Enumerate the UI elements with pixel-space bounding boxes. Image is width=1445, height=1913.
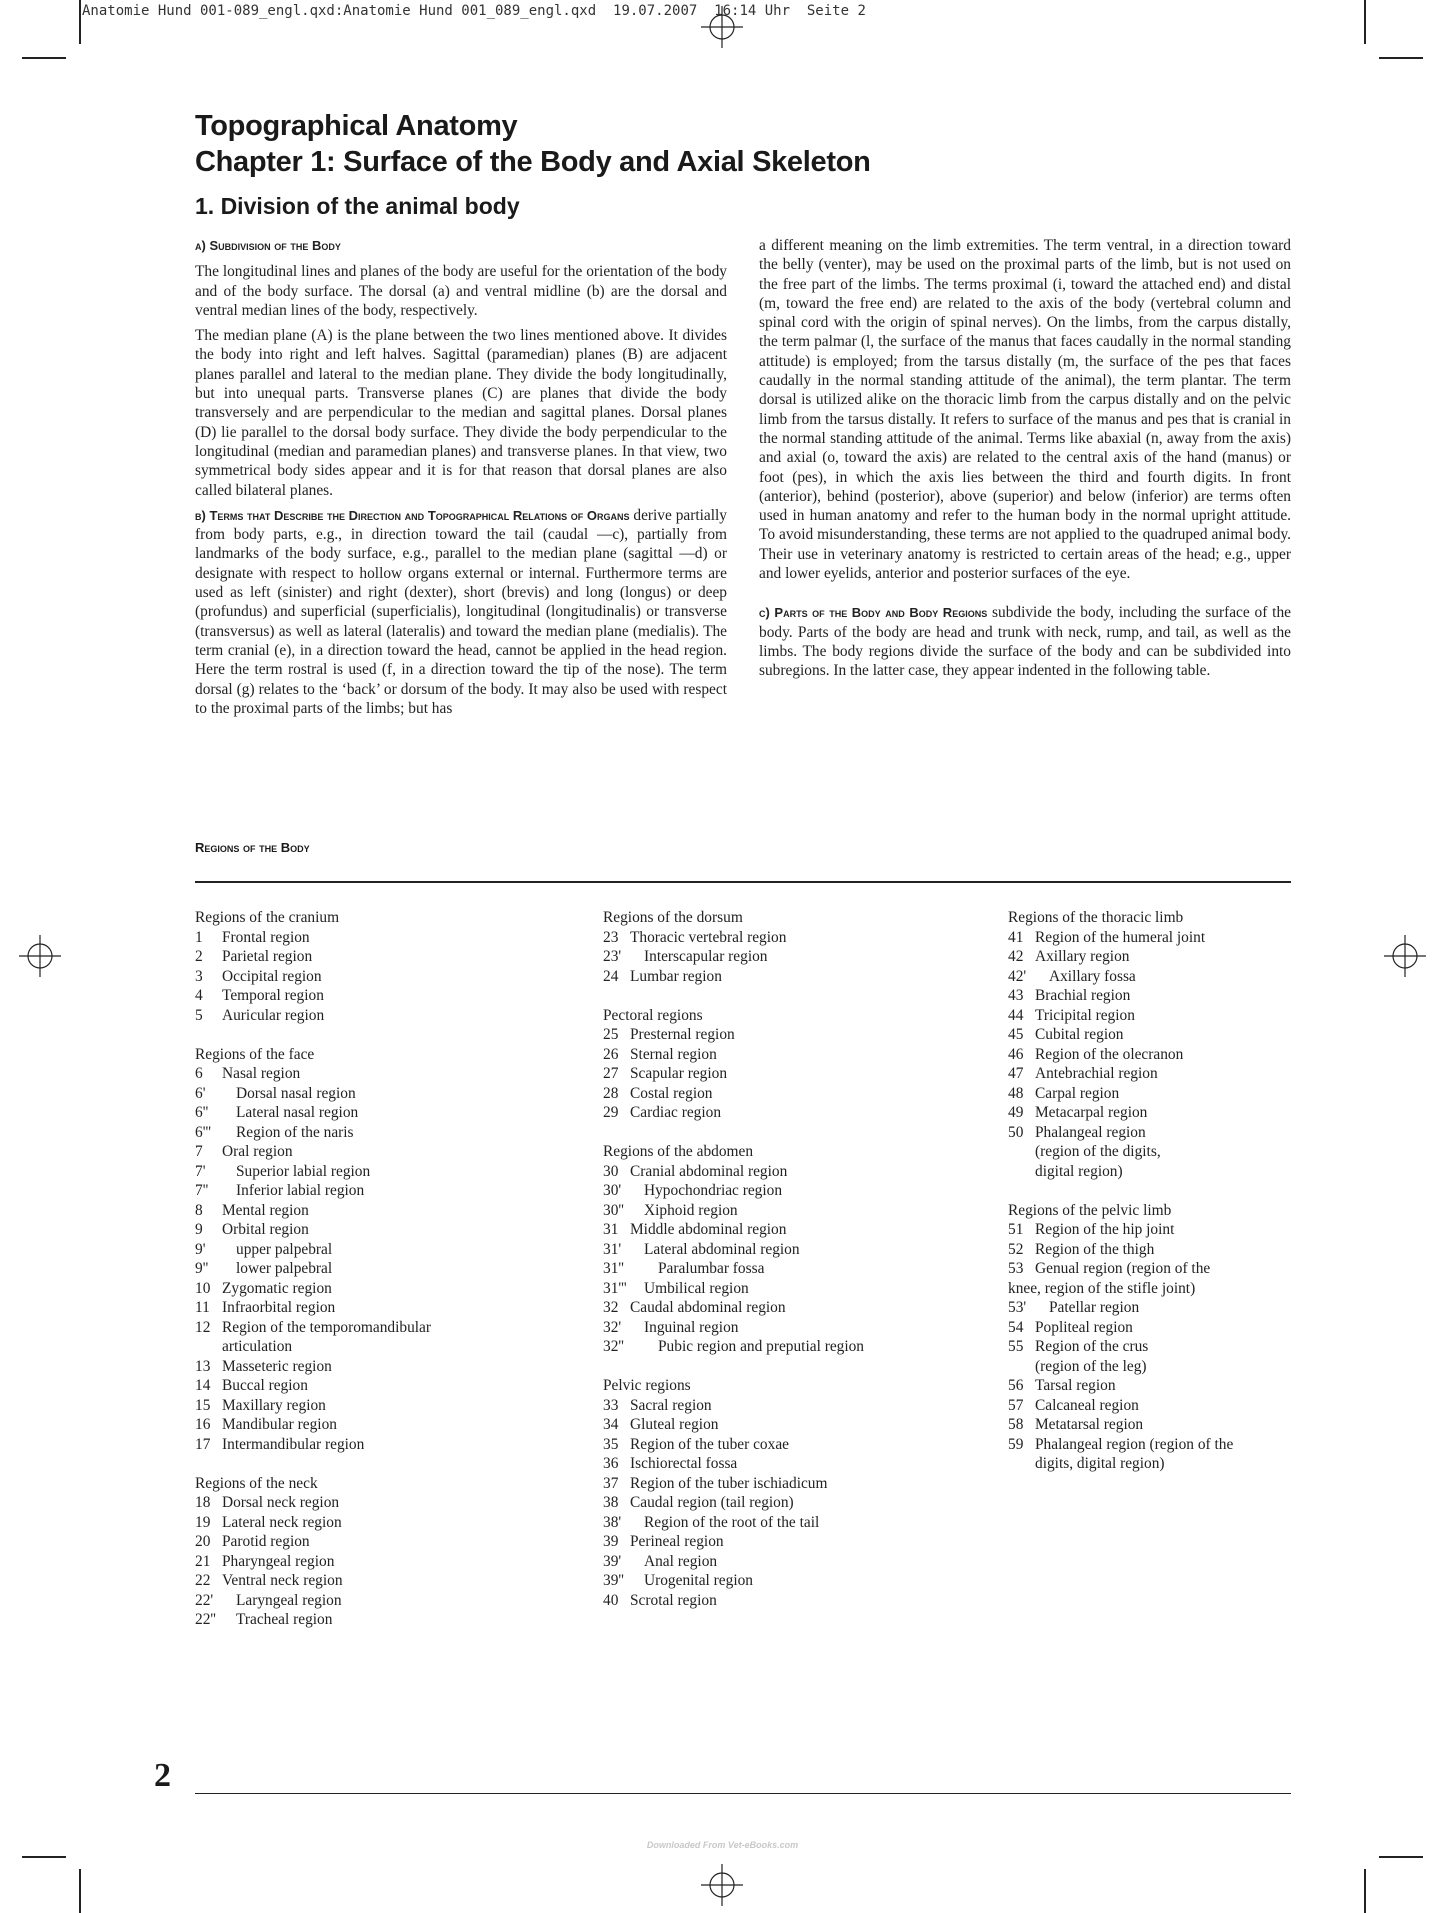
region-item [195,1415,585,1435]
region-label: Region of the thigh [1035,1240,1155,1258]
region-item [603,1435,993,1455]
region-label: Lumbar region [630,967,722,985]
region-number: 12 [195,1318,211,1336]
region-item [603,1259,993,1279]
text-column-left [195,236,727,724]
region-item [1008,1220,1308,1240]
region-label: Dorsal nasal region [236,1084,356,1102]
region-item [603,1474,993,1494]
page-number: 2 [154,1757,171,1794]
region-number: 35 [603,1435,619,1453]
region-item [603,1064,993,1084]
region-number: 24 [603,967,619,985]
region-group-title: Regions of the dorsum [603,909,743,926]
region-label: Nasal region [222,1065,301,1082]
region-item [1008,1103,1308,1123]
region-label: Presternal region [630,1026,735,1043]
region-label: Region of the olecranon [1035,1045,1184,1063]
region-item [1008,1415,1308,1435]
region-item [195,1006,585,1026]
registration-mark-top [701,6,743,48]
region-label: Axillary region [1035,948,1130,965]
region-number: 30'' [603,1201,624,1219]
region-label: Popliteal region [1035,1318,1133,1336]
region-item [195,1513,585,1533]
region-label: Ventral neck region [222,1572,343,1589]
para-c-heading: c) Parts of the Body and Body Regions [759,605,988,621]
region-item [1008,1045,1308,1065]
region-number: 39' [603,1552,622,1570]
region-item [603,1045,993,1065]
region-group [1008,908,1308,1181]
region-item [603,1298,993,1318]
region-label: Phalangeal region [1035,1123,1146,1141]
download-watermark: Downloaded From Vet-eBooks.com [646,1840,799,1850]
region-label: Carpal region [1035,1084,1120,1102]
region-item [603,1337,993,1357]
region-label: Infraorbital region [222,1299,336,1316]
registration-mark-left [19,935,61,977]
region-label: Umbilical region [644,1279,749,1297]
region-item [195,1532,585,1552]
region-label: Pharyngeal region [222,1552,335,1570]
region-group-title: Pectoral regions [603,1006,703,1024]
region-number: 42' [1008,967,1027,985]
region-item [603,1201,993,1221]
region-item [1008,986,1308,1006]
region-item [1008,1240,1308,1260]
region-label: Masseteric region [222,1357,332,1375]
region-item [1008,1396,1308,1416]
text-column-right [759,236,1291,687]
region-item [195,1318,585,1338]
region-label: upper palpebral [236,1240,333,1258]
region-label: Thoracic vertebral region [630,928,787,946]
region-item [1008,1084,1308,1104]
region-item [195,1259,585,1279]
region-item [195,1240,585,1260]
region-label: Scrotal region [630,1591,717,1609]
region-item [195,1123,585,1143]
region-number: 30' [603,1182,622,1199]
region-group [195,1045,585,1455]
region-number: 33 [603,1396,619,1414]
region-item [195,1591,585,1611]
region-label: Lateral abdominal region [644,1240,800,1258]
region-number: 27 [603,1065,619,1082]
region-item [603,1415,993,1435]
region-label: Region of the humeral joint [1035,928,1206,946]
region-label: Calcaneal region [1035,1396,1139,1414]
region-number: 21 [195,1552,211,1570]
region-number: 9 [195,1221,203,1238]
region-item [195,1220,585,1240]
region-number: 40 [603,1591,619,1609]
region-item [603,1181,993,1201]
region-item [1008,1298,1308,1318]
region-label-continued: (region of the digits, [1035,1143,1161,1160]
region-group-title: Regions of the face [195,1045,315,1063]
region-number: 13 [195,1357,211,1375]
region-label-continued: (region of the leg) [1035,1357,1147,1375]
region-label: Intermandibular region [222,1435,365,1453]
region-group [603,1006,993,1123]
region-group-title: Regions of the pelvic limb [1008,1201,1172,1219]
region-label: Mental region [222,1201,309,1219]
region-group [1008,1201,1308,1474]
region-number: 22' [195,1591,214,1609]
region-item [1008,1064,1308,1084]
region-number: 32' [603,1318,622,1336]
region-number: 10 [195,1279,211,1297]
region-label-continued: articulation [222,1338,293,1355]
region-label: Orbital region [222,1221,309,1238]
region-number: 57 [1008,1396,1024,1414]
regions-table-title: Regions of the Body [195,840,310,855]
para-a-1: The longitudinal lines and planes of the body are useful for the orientation of the body and of the body surface. The dorsal (a) and ventral midline (b) are the dorsal and ventral median lines of the body, respectively. [195,263,727,319]
region-label: Region of the crus [1035,1338,1149,1355]
region-group [603,1142,993,1357]
region-item [603,1103,993,1123]
region-group-title: Pelvic regions [603,1377,691,1394]
region-item [195,1357,585,1377]
region-item [195,1493,585,1513]
para-b-heading: b) Terms that Describe the Direction and Topographical Relations of Organs [195,507,630,523]
region-item [1008,1376,1308,1396]
region-item [195,1162,585,1182]
region-number: 39 [603,1533,619,1550]
region-label: Oral region [222,1143,293,1160]
registration-mark-bottom [701,1864,743,1906]
region-number: 6 [195,1065,203,1082]
region-number: 22 [195,1572,211,1589]
region-number: 25 [603,1026,619,1043]
para-c [759,603,1291,680]
regions-column-2 [603,908,993,1630]
region-number: 56 [1008,1377,1024,1394]
region-group-title: Regions of the thoracic limb [1008,909,1184,926]
region-number: 29 [603,1104,619,1121]
region-number: 7' [195,1162,206,1180]
region-item [1008,928,1308,948]
region-item [195,1298,585,1318]
region-number: 20 [195,1533,211,1550]
region-item [1008,1337,1308,1357]
region-item [603,1552,993,1572]
region-number: 50 [1008,1123,1024,1141]
region-number: 54 [1008,1318,1024,1336]
region-number: 32'' [603,1338,624,1355]
para-b-continued: a different meaning on the limb extremities. The term ventral, in a direction toward the belly (venter), may be used on the proximal parts of the limb, but is not used on the free part of the limbs. The terms proximal (i, toward the attached end) and distal (m, toward the free end) are related to the axis of the body (vertebral column and spinal cord with the origin of spinal nerves). On the limbs, from the carpus distally, the term palmar (l, the surface of the manus that faces caudally in the normal standing attitude) is employed; from the tarsus distally (m, the surface of the pes that faces caudally in the normal standing attitude of the animal), the term plantar. The term dorsal is utilized alike on the thoracic limb from the carpus distally and on the pelvic limb from the tarsus distally. It refers to surface of the manus and pes that is cranial in the normal standing attitude of the animal. Terms like abaxial (n, away from the axis) and axial (o, toward the axis) are related to the central axis of the hand (manus) or foot (pes), in which the axis lies between the third and fourth digits. In front (anterior), behind (posterior), above (superior) and below (inferior) are terms often used in human anatomy and refer to the human body in the normal upright attitude. To avoid misunderstanding, these terms are not applied to the quadruped animal body. Their use in veterinary anatomy is restricted to certain areas of the head; e.g., upper and lower eyelids, anterior and posterior surfaces of the eye. [759,237,1291,583]
region-item [603,1240,993,1260]
region-item [1008,947,1308,967]
region-label: Anal region [644,1552,718,1570]
region-number: 6''' [195,1123,212,1141]
region-item [603,1396,993,1416]
region-item [195,1064,585,1084]
region-label: Interscapular region [644,948,768,965]
region-label: Dorsal neck region [222,1494,340,1511]
region-number: 31 [603,1221,619,1238]
region-label: Caudal region (tail region) [630,1494,794,1511]
region-number: 15 [195,1396,211,1414]
chapter-title [195,108,871,180]
region-label: Ischiorectal fossa [630,1455,738,1472]
region-item [195,1279,585,1299]
region-item [195,1571,585,1591]
region-number: 58 [1008,1416,1024,1433]
regions-column-1 [195,908,585,1649]
region-label: Maxillary region [222,1396,326,1414]
region-item [195,1376,585,1396]
region-label: Temporal region [222,987,324,1004]
region-group [195,1474,585,1630]
para-b [195,506,727,718]
region-label: Occipital region [222,967,322,985]
region-item [195,1084,585,1104]
para-b-text: derive partially from body parts, e.g., in direction toward the tail (caudal —c), partially from landmarks of the body surface, e.g., parallel to the median plane (sagittal —d) or designate with respect to hollow organs external or internal. Furthermore terms are used as left (sinister) and right (dexter), short (brevis) and long (longus) or deep (profundus) and superficial (superficialis), longitudinal (longitudinalis) or transverse (transversus) as well as lateral (lateralis) and toward the median plane (medialis). The term cranial (e), in a direction toward the head, cannot be applied in the head region. Here the term rostral is used (f, in a direction toward the tip of the nose). The term dorsal (g) relates to the ‘back’ or dorsum of the body. It may also be used with respect to the proximal parts of the limbs; but has [195,506,727,717]
region-item [195,1181,585,1201]
footer-rule [195,1793,1291,1794]
region-label: Tracheal region [236,1611,333,1628]
region-number: 16 [195,1416,211,1433]
region-number: 9'' [195,1260,209,1277]
region-label: Scapular region [630,1065,728,1082]
region-item [1008,1123,1308,1143]
region-item [195,1103,585,1123]
para-a-2: The median plane (A) is the plane between the two lines mentioned above. It divides the body into right and left halves. Sagittal (paramedian) planes (B) are adjacent planes parallel and lateral to the median plane. They divide the body longitudinally, but into unequal parts. Transverse planes (C) are planes that divide the body transversely and are perpendicular to the median and sagittal planes. Dorsal planes (D) lie parallel to the dorsal body surface. They divide the body perpendicular to the longitudinal (median and paramedian planes) and transverse planes. In that view, two symmetrical body sides appear and it is for that reason that dorsal planes are also called bilateral planes. [195,327,727,499]
region-label: Middle abdominal region [630,1221,787,1238]
region-item [603,1220,993,1240]
section-heading: 1. Division of the animal body [195,193,520,219]
region-number: 53 [1008,1260,1024,1277]
region-number: 36 [603,1455,619,1472]
region-number: 17 [195,1435,211,1453]
region-label-continued: digits, digital region) [1035,1455,1165,1472]
region-number: 37 [603,1474,619,1492]
region-item [195,1396,585,1416]
region-item [1008,1435,1308,1455]
region-number: 39'' [603,1572,624,1589]
region-number: 28 [603,1084,619,1102]
region-number: 48 [1008,1084,1024,1102]
region-number: 18 [195,1494,211,1511]
region-label: Region of the temporomandibular [222,1318,432,1336]
region-number: 2 [195,948,203,965]
region-label: Buccal region [222,1377,308,1394]
region-label: Genual region (region of the [1035,1260,1211,1277]
region-number: 14 [195,1377,211,1394]
region-label: Perineal region [630,1533,724,1550]
region-number: 3 [195,967,203,985]
region-item [1008,1259,1308,1279]
region-item [603,1084,993,1104]
region-number: 53' [1008,1299,1027,1316]
region-number: 31'' [603,1260,624,1277]
region-label: Gluteal region [630,1416,719,1433]
region-label: Brachial region [1035,987,1131,1004]
region-label: Auricular region [222,1006,325,1024]
region-item [195,928,585,948]
para-c-text: subdivide the body, including the surface of the body. Parts of the body are head and trunk with neck, rump, and tail, as well as the limbs. The body regions divide the surface of the body and can be subdivided into subregions. In the latter case, they appear indented in the following table. [759,604,1291,680]
region-label: Region of the tuber coxae [630,1435,789,1453]
region-label: Antebrachial region [1035,1065,1158,1082]
regions-column-3 [1008,908,1308,1493]
region-label-continued: knee, region of the stifle joint) [1008,1279,1196,1297]
region-label: lower palpebral [236,1260,333,1277]
region-number: 19 [195,1513,211,1531]
chapter-title-line2: Chapter 1: Surface of the Body and Axial Skeleton [195,146,871,178]
region-label: Sacral region [630,1396,712,1414]
print-slug: Anatomie Hund 001-089_engl.qxd:Anatomie Hund 001_089_engl.qxd 19.07.2007 16:14 Uhr Seite 2 [82,3,866,19]
region-label: Pubic region and preputial region [658,1338,865,1355]
region-label-continued: digital region) [1035,1162,1123,1180]
region-label: Lateral nasal region [236,1104,359,1121]
region-item [1008,1006,1308,1026]
region-label: Frontal region [222,928,310,946]
region-item [195,1552,585,1572]
region-label: Xiphoid region [644,1201,738,1219]
region-label: Region of the tuber ischiadicum [630,1474,828,1492]
region-label: Lateral neck region [222,1513,342,1531]
region-label: Patellar region [1049,1299,1140,1316]
region-number: 31' [603,1240,622,1258]
region-label: Inferior labial region [236,1182,365,1199]
region-label: Region of the hip joint [1035,1221,1175,1238]
region-label: Zygomatic region [222,1279,332,1297]
region-number: 38 [603,1494,619,1511]
para-a-heading: a) Subdivision of the Body [195,238,341,253]
region-label: Caudal abdominal region [630,1299,786,1316]
region-number: 7 [195,1143,203,1160]
region-label: Cardiac region [630,1104,722,1121]
region-label: Superior labial region [236,1162,371,1180]
region-label: Axillary fossa [1049,967,1136,985]
registration-mark-right [1384,935,1426,977]
region-number: 41 [1008,928,1024,946]
region-number: 23' [603,948,622,965]
region-number: 46 [1008,1045,1024,1063]
region-label: Phalangeal region (region of the [1035,1435,1234,1453]
region-label: Paralumbar fossa [658,1260,765,1277]
region-number: 42 [1008,948,1024,965]
region-number: 34 [603,1416,619,1433]
region-label: Laryngeal region [236,1591,342,1609]
region-number: 9' [195,1240,206,1258]
region-group [195,908,585,1025]
region-group-title: Regions of the abdomen [603,1143,754,1160]
region-item [195,1142,585,1162]
region-item [603,1454,993,1474]
region-number: 11 [195,1299,210,1316]
region-label: Costal region [630,1084,713,1102]
regions-rule [195,881,1291,883]
region-number: 59 [1008,1435,1024,1453]
region-item [603,928,993,948]
region-item [195,947,585,967]
region-number: 43 [1008,987,1024,1004]
region-label: Parietal region [222,948,313,965]
region-number: 47 [1008,1065,1024,1082]
region-item [603,1318,993,1338]
region-item [603,1279,993,1299]
region-label: Tricipital region [1035,1006,1135,1024]
region-label: Region of the naris [236,1123,354,1141]
region-item [603,1162,993,1182]
region-number: 44 [1008,1006,1024,1024]
region-item [1008,1025,1308,1045]
region-number: 5 [195,1006,203,1024]
region-number: 6'' [195,1104,209,1121]
region-label: Hypochondriac region [644,1182,783,1199]
region-label: Urogenital region [644,1572,753,1589]
region-number: 49 [1008,1104,1024,1121]
region-number: 22'' [195,1611,216,1628]
region-label: Cubital region [1035,1026,1124,1043]
region-number: 55 [1008,1338,1024,1355]
region-label: Cranial abdominal region [630,1162,788,1180]
region-number: 8 [195,1201,203,1219]
region-item [603,947,993,967]
region-label: Region of the root of the tail [644,1513,820,1531]
region-number: 38' [603,1513,622,1531]
region-item [603,1513,993,1533]
region-number: 52 [1008,1240,1024,1258]
region-label: Tarsal region [1035,1377,1116,1394]
region-label: Parotid region [222,1533,310,1550]
region-item [603,1493,993,1513]
region-label: Metacarpal region [1035,1104,1148,1121]
region-number: 51 [1008,1221,1024,1238]
region-item [603,1571,993,1591]
region-item [603,967,993,987]
region-item [195,967,585,987]
region-label: Sternal region [630,1045,717,1063]
region-number: 45 [1008,1026,1024,1043]
region-item [195,1201,585,1221]
region-label: Inguinal region [644,1318,739,1336]
region-number: 32 [603,1299,619,1316]
region-number: 1 [195,928,203,946]
region-number: 30 [603,1162,619,1180]
region-group-title: Regions of the neck [195,1474,318,1492]
region-number: 26 [603,1045,619,1063]
region-label: Mandibular region [222,1416,337,1433]
region-item [195,986,585,1006]
region-number: 31''' [603,1279,627,1297]
region-group [603,908,993,986]
region-group [603,1376,993,1610]
region-number: 4 [195,987,203,1004]
region-number: 6' [195,1084,206,1102]
region-item [1008,1318,1308,1338]
region-item [195,1435,585,1455]
region-item [603,1532,993,1552]
region-item [1008,967,1308,987]
region-group-title: Regions of the cranium [195,909,340,926]
region-item [603,1591,993,1611]
region-label: Metatarsal region [1035,1416,1144,1433]
region-item [603,1025,993,1045]
region-item [195,1610,585,1630]
region-number: 23 [603,928,619,946]
region-number: 7'' [195,1182,209,1199]
chapter-title-line1: Topographical Anatomy [195,110,518,142]
